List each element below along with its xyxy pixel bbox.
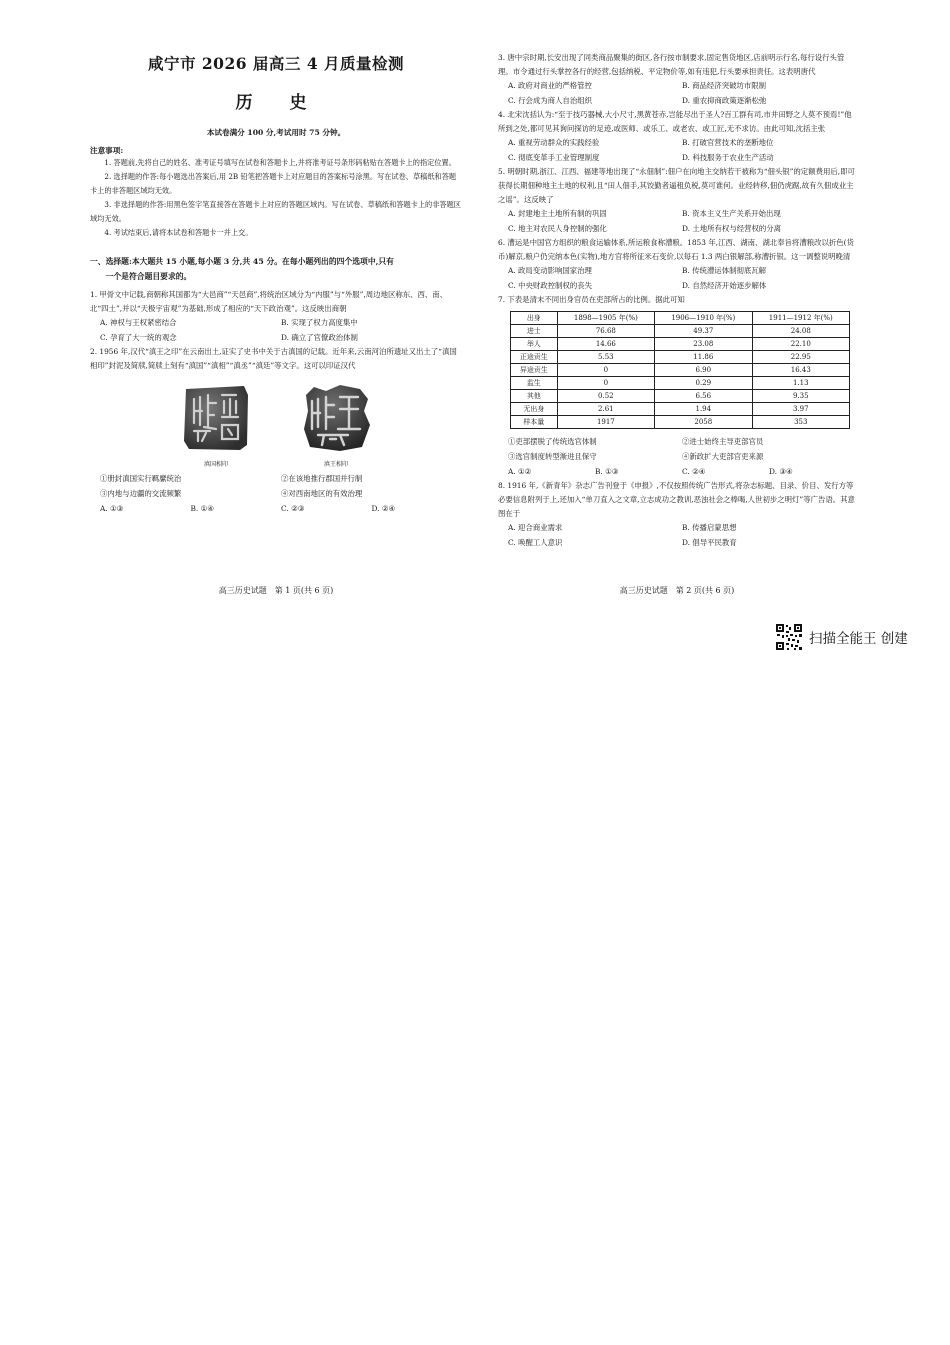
table-cell: 23.08 <box>655 338 752 351</box>
statement-3: ③选官制度转型渐进且保守 <box>508 451 597 461</box>
table-cell: 11.86 <box>655 351 752 364</box>
notice-item: 2. 选择题的作答:每小题选出答案后,用 2B 铅笔把答题卡上对应题目的答案标号涂黑。写在试卷、草稿纸和答题卡上的非答题区域均无效。 <box>90 172 457 195</box>
option-d: D. 科技服务于农业生产活动 <box>682 152 774 162</box>
statement-4: ④对西南地区的有效治理 <box>281 488 363 498</box>
table-cell: 0 <box>557 377 654 390</box>
option-b: B. 资本主义生产关系开始出现 <box>682 209 781 218</box>
question-5-stem: 5. 明朝时期,浙江、江西、福建等地出现了“永佃制”:佃户在向地主交纳若干被称为“佃头银”的定额费用后,即可获得长期佃种地主土地的权利,且“田人佃手,其饺勤者逼租负税,莫可谁何。业经转移,佃仍虎踞,故有久佃成业主之谣”。这反映了 <box>498 167 855 204</box>
table-row <box>511 364 850 377</box>
page-1 <box>90 0 462 595</box>
section-title-cont: 一个是符合题目要求的。 <box>105 272 192 281</box>
option-c: C. 地主对农民人身控制的强化 <box>508 223 607 233</box>
option-a: A. 神权与王权紧密结合 <box>100 318 177 327</box>
section-title: 一、选择题:本大题共 15 小题,每小题 3 分,共 45 分。在每小题列出的四个选项中,只有 <box>90 257 394 266</box>
option-a: A. 重视劳动群众的实践经验 <box>508 138 600 147</box>
option-d: D. 自然经济开始逐步解体 <box>682 280 767 290</box>
option-b: B. 传播启蒙思想 <box>682 523 737 532</box>
option-d: D. ③④ <box>769 467 793 476</box>
option-a: A. ①③ <box>100 504 124 513</box>
table-cell: 5.53 <box>557 351 654 364</box>
table-row <box>511 416 850 429</box>
question-7-stem: 7. 下表是清末不同出身官员在吏部所占的比例。据此可知 <box>498 295 685 304</box>
table-row <box>511 390 850 403</box>
table-header: 出身 <box>511 312 558 325</box>
statement-1: ①册封滇国实行羁縻统治 <box>100 474 182 483</box>
table-cell: 6.90 <box>655 364 752 377</box>
option-d: D. ②④ <box>371 504 396 513</box>
question-5-options <box>498 207 856 236</box>
table-row <box>511 403 850 416</box>
option-b: B. 实现了权力高度集中 <box>281 318 358 327</box>
question-3-stem: 3. 唐中宗时期,长安出现了同类商品聚集的街区,各行按市制要求,固定售货地区,店前明示行名,每行设行头管理。市令通过行头掌控各行的经营,包括纳税、平定物价等,如有违犯,行头要承担责任。这表明唐代 <box>498 53 845 76</box>
table-cell: 2.61 <box>557 403 654 416</box>
table-header: 1898—1905 年(%) <box>557 312 654 325</box>
seal-2-image <box>300 381 372 453</box>
option-b: B. ①③ <box>595 467 619 476</box>
table-cell: 16.43 <box>752 364 849 377</box>
table-cell: 1917 <box>557 416 654 429</box>
option-b: B. ①④ <box>190 504 214 513</box>
question-2-statements <box>90 472 462 501</box>
option-a: A. 政局变动影响国家治理 <box>508 266 592 275</box>
table-cell: 6.56 <box>655 390 752 403</box>
question-8-stem: 8. 1916 年,《新青年》杂志广告刊登于《申报》,不仅按照传统广告形式,将杂志标题、目录、价目、发行方等必要信息附列于上,还加入“单刀直入之文章,立志成功之教训,恶浊社会之棒喝,人世初步之明灯”等广告语。其意图在于 <box>498 481 855 518</box>
table-cell: 24.08 <box>752 325 849 338</box>
option-d: D. 确立了官僚政治体制 <box>281 332 358 342</box>
table-cell: 9.35 <box>752 390 849 403</box>
subject-title: 历 史 <box>235 93 317 113</box>
table-cell: 0 <box>557 364 654 377</box>
table-cell: 49.37 <box>655 325 752 338</box>
question-2-stem: 2. 1956 年,汉代“滇王之印”在云南出土,证实了史书中关于古滇国的记载。近年来,云南河泊所遗址又出土了“滇国相印”封泥及简牍,简牍上刻有“滇国”“滇相”“滇丞”“滇廷”等文字。这可以印证汉代 <box>90 347 457 370</box>
seal-2 <box>300 381 372 468</box>
option-c: C. 孕育了大一统的观念 <box>100 332 177 342</box>
table-header: 1906—1910 年(%) <box>655 312 752 325</box>
statement-2: ②进士始终主导吏部官员 <box>682 437 764 446</box>
qr-code-icon <box>775 623 803 651</box>
table-cell: 样本量 <box>511 416 558 429</box>
table-cell: 举人 <box>511 338 558 351</box>
table-cell: 22.10 <box>752 338 849 351</box>
option-d: D. 重农抑商政策逐渐松弛 <box>682 95 767 105</box>
page-2-footer: 高三历史试题 第 2 页(共 6 页) <box>619 586 735 595</box>
question-4-options <box>498 136 856 165</box>
table-cell: 监生 <box>511 377 558 390</box>
option-c: C. 行会成为商人自治组织 <box>508 95 592 105</box>
option-b: B. 传统漕运体制彻底瓦解 <box>682 266 767 275</box>
option-d: D. 倡导平民教育 <box>682 537 737 547</box>
notice-item: 3. 非选择题的作答:用黑色签字笔直接答在答题卡上对应的答题区域内。写在试卷、草稿纸和答题卡上的非答题区域均无效。 <box>90 200 461 223</box>
option-c: C. 唤醒工人意识 <box>508 537 563 547</box>
seal-1-image <box>180 381 252 453</box>
table-row <box>511 351 850 364</box>
table-cell: 0.29 <box>655 377 752 390</box>
question-4-stem: 4. 北宋沈括认为:“至于技巧器械,大小尺寸,黑黄苍赤,岂能尽出于圣人?百工群有司,市井田野之人莫不预焉!”他所到之处,都可见其询问探访的足迹,或医师、或乐工、或老农、或工匠,无不求访。由此可知,沈括主张 <box>498 110 852 133</box>
page-1-footer: 高三历史试题 第 1 页(共 6 页) <box>218 586 334 595</box>
statement-3: ③内地与边疆的交流频繁 <box>100 488 182 498</box>
option-b: B. 打破官营技术的垄断地位 <box>682 138 774 147</box>
option-a: A. ①② <box>508 467 532 476</box>
table-cell: 14.66 <box>557 338 654 351</box>
table-cell: 353 <box>752 416 849 429</box>
option-c: C. ②④ <box>682 467 706 476</box>
seal-1 <box>180 381 252 468</box>
question-1-stem: 1. 甲骨文中记载,商朝称其国都为“大邑商”“天邑商”,将统治区域分为“内服”与“外服”,周边地区称东、西、南、北“四土”,并以“天极宇宙观”为基础,形成了相应的“天下政治观”。这反映出商朝 <box>90 290 448 313</box>
question-1-options <box>90 316 462 345</box>
table-cell: 1.94 <box>655 403 752 416</box>
exam-info: 本试卷满分 100 分,考试用时 75 分钟。 <box>206 128 346 137</box>
question-2-options <box>90 501 462 516</box>
notice-item: 1. 答题前,先将自己的姓名、准考证号填写在试卷和答题卡上,并将准考证号条形码粘贴在答题卡上的指定位置。 <box>104 158 456 167</box>
statement-1: ①吏部摆脱了传统选官体制 <box>508 437 597 446</box>
table-cell: 正途贡生 <box>511 351 558 364</box>
page-2 <box>498 0 856 595</box>
table-header-row <box>511 312 850 325</box>
seal-1-caption: 滇国相印 <box>203 461 228 468</box>
statement-4: ④新政扩大吏部官吏来源 <box>682 451 764 461</box>
table-cell: 2058 <box>655 416 752 429</box>
option-c: C. 中央财政控制权的丧失 <box>508 280 592 290</box>
seal-images <box>90 381 462 468</box>
table-header: 1911—1912 年(%) <box>752 312 849 325</box>
table-cell: 3.97 <box>752 403 849 416</box>
table-cell: 0.52 <box>557 390 654 403</box>
option-a: A. 封建地主土地所有制的巩固 <box>508 209 607 218</box>
question-3-options <box>498 79 856 108</box>
table-cell: 1.13 <box>752 377 849 390</box>
officials-origin-table <box>510 311 850 429</box>
table-cell: 22.95 <box>752 351 849 364</box>
option-c: C. ②③ <box>281 504 305 513</box>
seal-2-caption: 滇王相印 <box>323 461 348 468</box>
table-row <box>511 325 850 338</box>
option-b: B. 商品经济突破坊市限制 <box>682 81 767 90</box>
notice-heading: 注意事项: <box>90 146 124 155</box>
question-6-stem: 6. 漕运是中国官方组织的粮食运输体系,所运粮食称漕粮。1853 年,江西、湖南、湖北奉旨将漕粮改以折色(货币)解京,粮户仍完纳本色(实物),地方官将所征米石变价,以每石 1.3 两白银解部,称漕折银。这一调整说明晚清 <box>498 238 854 261</box>
table-cell: 异途贡生 <box>511 364 558 377</box>
watermark-label: 扫描全能王 创建 <box>809 631 908 647</box>
statement-2: ②在该地推行郡国并行制 <box>281 474 363 483</box>
question-7-options <box>498 464 856 479</box>
option-d: D. 土地所有权与经营权的分离 <box>682 223 782 233</box>
question-7-statements <box>498 435 856 464</box>
table-cell: 76.68 <box>557 325 654 338</box>
camscanner-watermark <box>775 623 908 651</box>
option-a: A. 政府对商业的严格管控 <box>508 81 592 90</box>
table-row <box>511 377 850 390</box>
question-8-options <box>498 521 856 550</box>
exam-title: 咸宁市 2026 届高三 4 月质量检测 <box>147 54 404 73</box>
notice-item: 4. 考试结束后,请将本试卷和答题卡一并上交。 <box>104 228 253 237</box>
table-cell: 进士 <box>511 325 558 338</box>
option-a: A. 迎合商业需求 <box>508 523 563 532</box>
table-cell: 无出身 <box>511 403 558 416</box>
table-cell: 其他 <box>511 390 558 403</box>
question-6-options <box>498 264 856 293</box>
option-c: C. 彻底变革手工业管理制度 <box>508 152 600 162</box>
table-row <box>511 338 850 351</box>
